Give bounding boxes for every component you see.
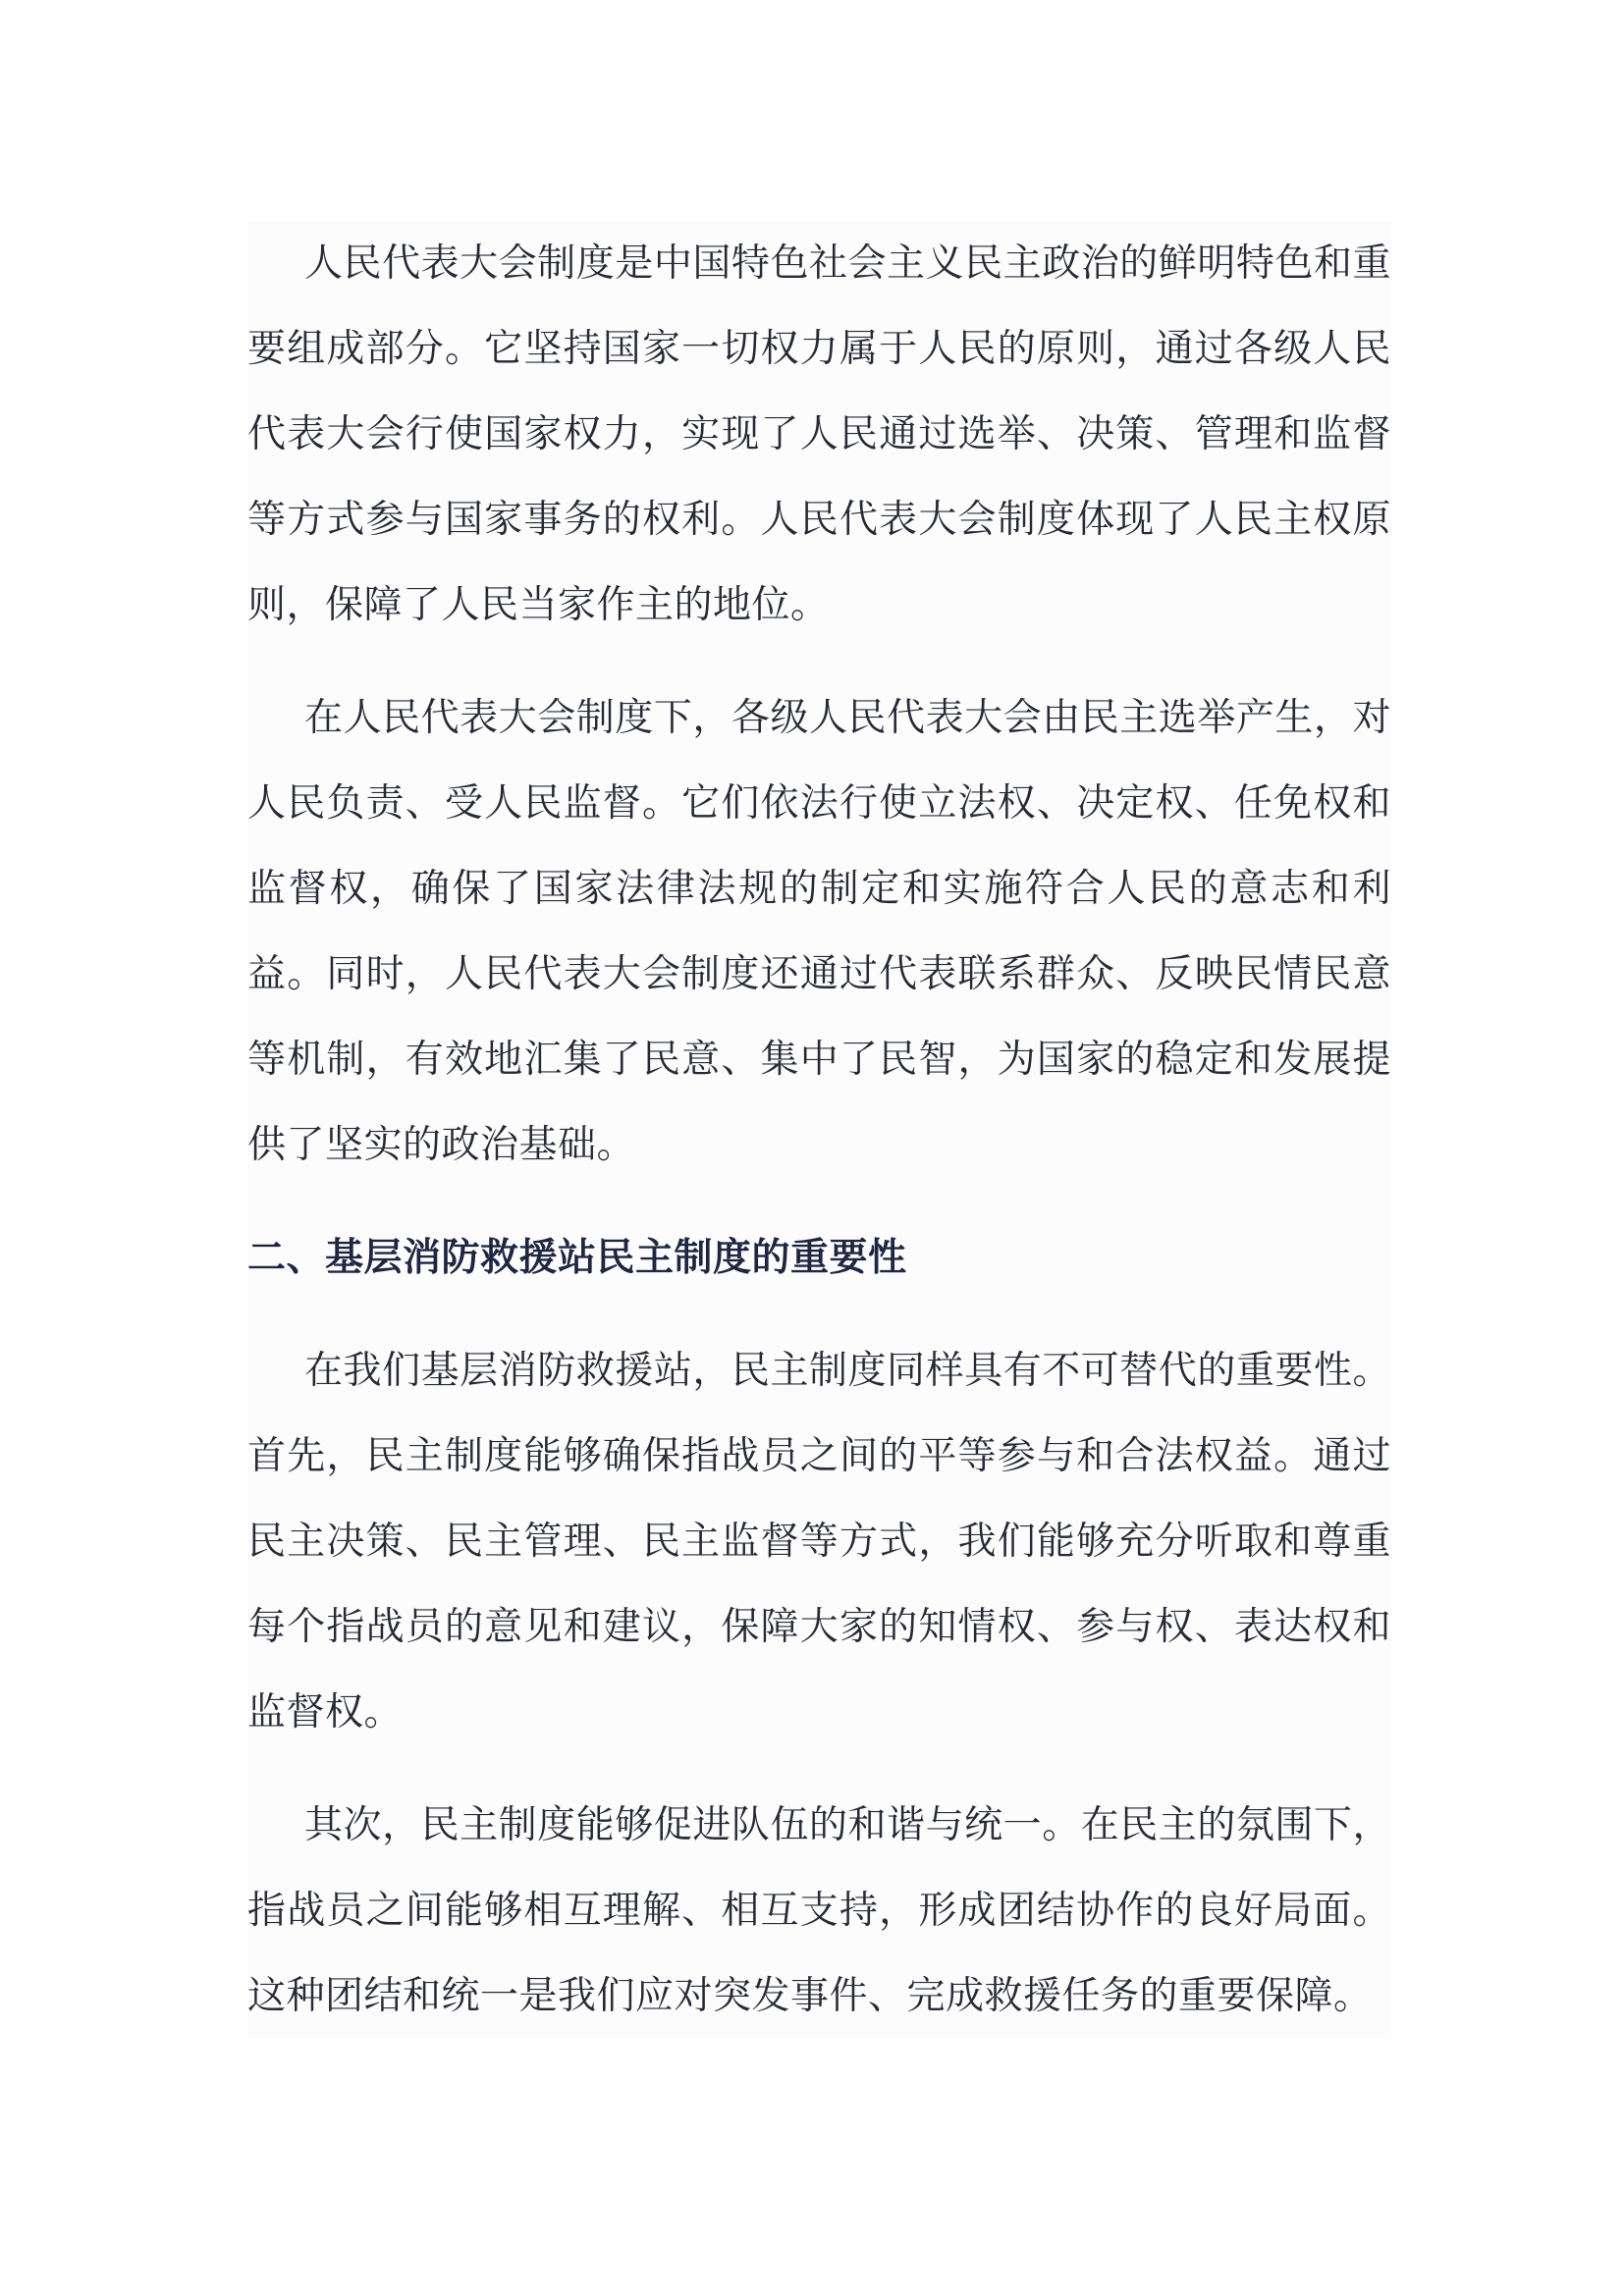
section-heading: 二、基层消防救援站民主制度的重要性	[247, 1236, 907, 1280]
paragraph-2: 在人民代表大会制度下，各级人民代表大会由民主选举产生，对人民负责、受人民监督。它们依法行使立法权、决定权、任免权和监督权，确保了国家法律法规的制定和实施符合人民的意志和利益。同时，人民代表大会制度还通过代表联系群众、反映民情民意等机制，有效地汇集了民意、集中了民智，为国家的稳定和发展提供了坚实的政治基础。	[247, 696, 1391, 1167]
paragraph-1: 人民代表大会制度是中国特色社会主义民主政治的鲜明特色和重要组成部分。它坚持国家一切权力属于人民的原则，通过各级人民代表大会行使国家权力，实现了人民通过选举、决策、管理和监督等方式参与国家事务的权利。人民代表大会制度体现了人民主权原则，保障了人民当家作主的地位。	[247, 241, 1391, 627]
document-body	[247, 221, 1391, 2039]
paragraph-3: 在我们基层消防救援站，民主制度同样具有不可替代的重要性。首先，民主制度能够确保指战员之间的平等参与和合法权益。通过民主决策、民主管理、民主监督等方式，我们能够充分听取和尊重每个指战员的意见和建议，保障大家的知情权、参与权、表达权和监督权。	[247, 1349, 1391, 1735]
paragraph-4: 其次，民主制度能够促进队伍的和谐与统一。在民主的氛围下，指战员之间能够相互理解、相互支持，形成团结协作的良好局面。这种团结和统一是我们应对突发事件、完成救援任务的重要保障。	[247, 1803, 1391, 2018]
